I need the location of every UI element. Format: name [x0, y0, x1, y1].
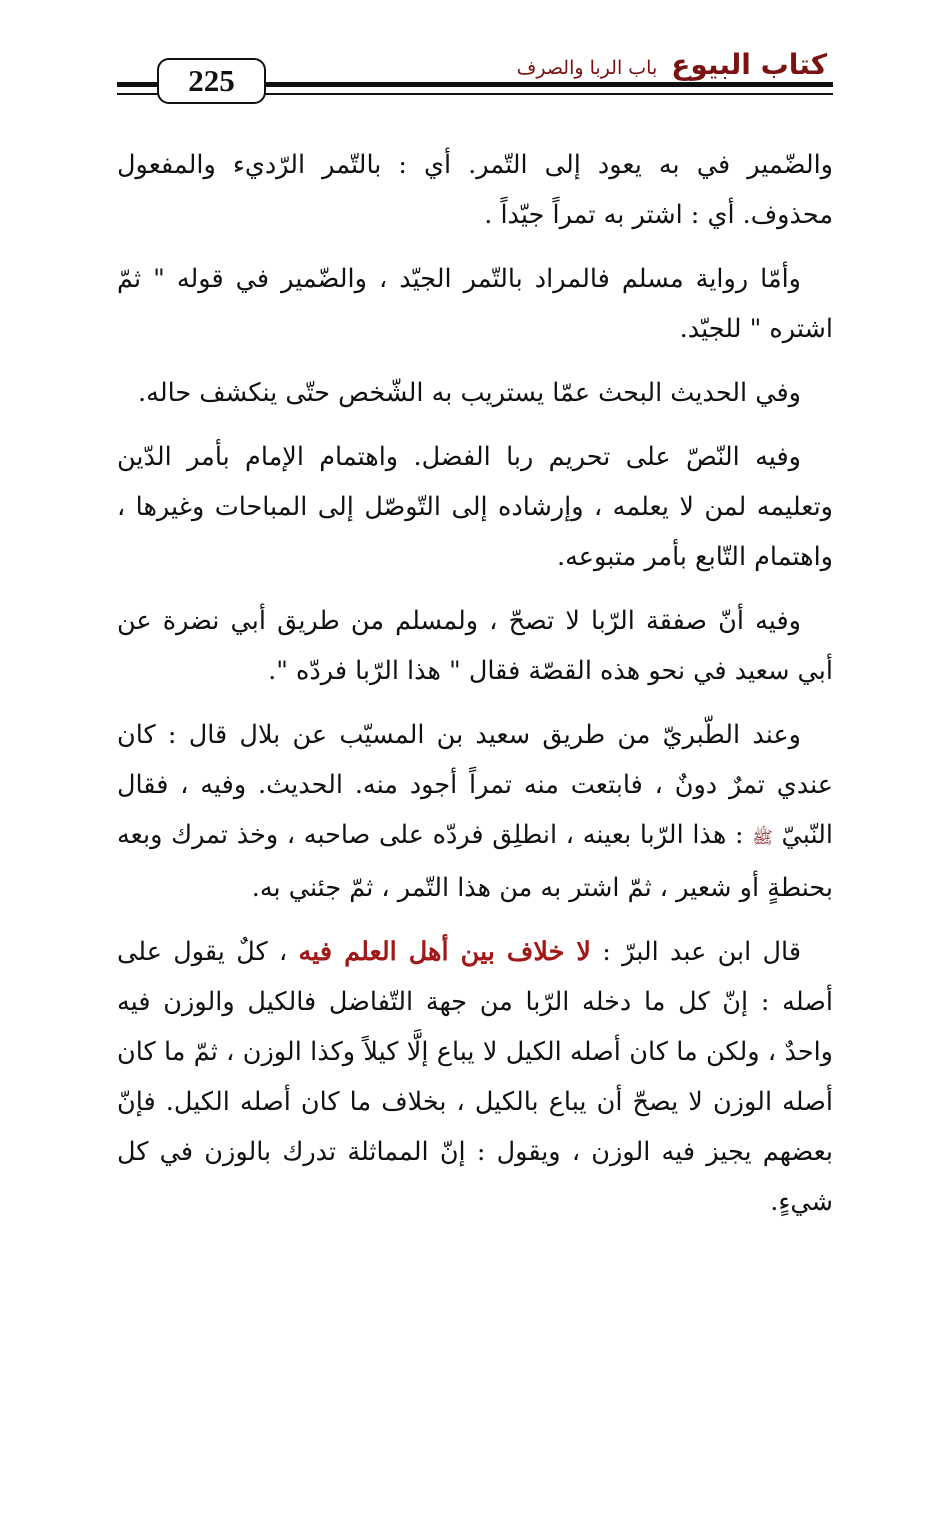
paragraph-7: [117, 927, 833, 1227]
paragraph-6-part-2: : هذا الرّبا بعينه ، انطلِق فردّه على صاحبه ، وخذ تمرك وبعه بحنطةٍ أو شعير ، ثمّ اشتر به من هذا التّمر ، ثمّ جئني به.: [117, 820, 833, 903]
paragraph-4: وفيه النّصّ على تحريم ربا الفضل. واهتمام الإمام بأمر الدّين وتعليمه لمن لا يعلمه ، وإرشاده إلى التّوصّل إلى المباحات وغيرها ، واهتمام التّابع بأمر متبوعه.: [117, 442, 833, 572]
paragraph-6: [117, 710, 833, 913]
page-number: 225: [157, 58, 266, 104]
book-title: كتاب البيوع: [671, 48, 827, 81]
paragraph-7-part-1: قال ابن عبد البرّ :: [602, 937, 802, 967]
header-titles: [517, 48, 827, 84]
page-header: [0, 0, 945, 120]
highlighted-quote: لا خلاف بين أهل العلم فيه: [298, 937, 591, 967]
paragraph-2: وأمّا رواية مسلم فالمراد بالتّمر الجيّد ، والضّمير في قوله " ثمّ اشتره " للجيّد.: [117, 264, 833, 344]
chapter-title: باب الربا والصرف: [516, 57, 658, 79]
paragraph-7-part-2: ، كلٌ يقول على أصله : إنّ كل ما دخله الرّبا من جهة التّفاضل فالكيل والوزن فيه واحدٌ ، ولكن ما كان أصله الكيل لا يباع إلَّا كيلاً وكذا الوزن ، ثمّ ما كان أصله الوزن لا يصحّ أن يباع بالكيل ، بخلاف ما كان أصله الكيل. فإنّ بعضهم يجيز فيه الوزن ، ويقول : إنّ المماثلة تدرك بالوزن في كل شيءٍ.: [117, 937, 833, 1217]
page-body: [117, 140, 833, 1241]
paragraph-5: وفيه أنّ صفقة الرّبا لا تصحّ ، ولمسلم من طريق أبي نضرة عن أبي سعيد في نحو هذه القصّة فقال " هذا الرّبا فردّه ".: [117, 606, 833, 686]
paragraph-1: والضّمير في به يعود إلى التّمر. أي : بالتّمر الرّديء والمفعول محذوف. أي : اشتر به تمراً جيّداً .: [117, 150, 833, 230]
paragraph-6-part-1: وعند الطّبريّ من طريق سعيد بن المسيّب عن بلال قال : كان عندي تمرٌ دونٌ ، فابتعت منه تمراً أجود منه. الحديث. وفيه ، فقال النّبيّ: [117, 720, 834, 850]
honorific-symbol: ﷺ: [752, 828, 773, 848]
paragraph-3: وفي الحديث البحث عمّا يستريب به الشّخص حتّى ينكشف حاله.: [138, 378, 801, 408]
